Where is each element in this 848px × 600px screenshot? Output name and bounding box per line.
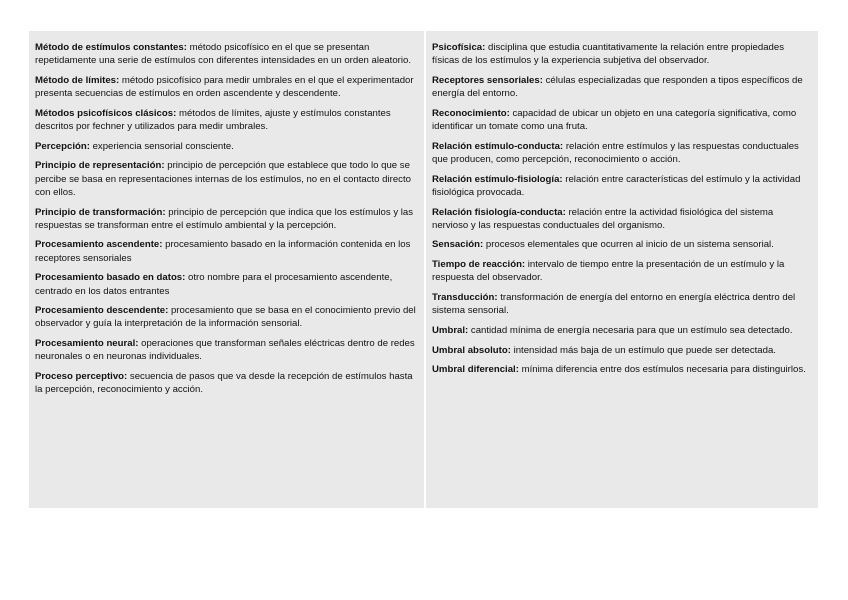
glossary-definition: procesamiento basado en la información contenida en los receptores sensoriales xyxy=(35,239,411,264)
glossary-term: Umbral diferencial: xyxy=(432,364,519,376)
glossary-term: Procesamiento neural: xyxy=(35,338,139,350)
glossary-entry xyxy=(35,107,418,133)
glossary-definition: capacidad de ubicar un objeto en una categoría significativa, como identificar un tomate como una fruta. xyxy=(432,107,797,133)
glossary-entry xyxy=(432,363,812,376)
glossary-term: Relación estímulo-fisiología: xyxy=(432,173,563,185)
glossary-entry xyxy=(35,304,418,330)
glossary-entry xyxy=(35,41,418,67)
glossary-definition: procesamiento que se basa en el conocimiento previo del observador y guía la interpretación de la información sensorial. xyxy=(35,305,416,330)
glossary-definition: secuencia de pasos que va desde la recepción de estímulos hasta la percepción, reconocimiento y acción. xyxy=(35,371,413,396)
glossary-entry xyxy=(35,140,418,153)
glossary-definition: intensidad más baja de un estímulo que puede ser detectada. xyxy=(513,344,776,356)
glossary-entry xyxy=(432,238,812,251)
glossary-term: Umbral absoluto: xyxy=(432,344,511,356)
glossary-term: Procesamiento ascendente: xyxy=(35,239,163,251)
glossary-definition: mínima diferencia entre dos estímulos necesaria para distinguirlos. xyxy=(521,364,806,376)
glossary-term: Sensación: xyxy=(432,239,484,251)
glossary-entry xyxy=(432,140,812,166)
glossary-left-column xyxy=(29,31,424,508)
glossary-term: Proceso perceptivo: xyxy=(35,371,128,383)
glossary-definition: operaciones que transforman señales eléctricas dentro de redes neuronales o en neuronas individuales. xyxy=(35,338,415,363)
glossary-definition: cantidad mínima de energía necesaria para que un estímulo sea detectado. xyxy=(470,324,793,336)
glossary-term: Procesamiento descendente: xyxy=(35,305,169,317)
glossary-definition: otro nombre para el procesamiento ascendente, centrado en los datos entrantes xyxy=(35,272,393,297)
glossary-entry xyxy=(35,238,418,264)
glossary-definition: método psicofísico en el que se presentan repetidamente una serie de estímulos con diferentes intensidades en un orden aleatorio. xyxy=(35,42,411,67)
glossary-definition: métodos de límites, ajuste y estímulos constantes descritos por fechner y utilizados para medir umbrales. xyxy=(35,107,391,133)
glossary-entry xyxy=(35,370,418,396)
glossary-entry xyxy=(432,344,812,357)
glossary-term: Psicofísica: xyxy=(432,42,486,53)
glossary-definition: experiencia sensorial consciente. xyxy=(92,140,234,152)
glossary-entry xyxy=(35,337,418,363)
glossary-term: Relación estímulo-conducta: xyxy=(432,140,564,152)
glossary-definition: principio de percepción que establece que todo lo que se percibe se basa en representaciones internas de los estímulos, no en el contacto directo con ellos. xyxy=(35,160,411,198)
glossary-term: Métodos psicofísicos clásicos: xyxy=(35,107,177,119)
glossary-definition: disciplina que estudia cuantitativamente la relación entre propiedades físicas de los estímulos y la experiencia subjetiva del observador. xyxy=(432,42,784,67)
glossary-term: Tiempo de reacción: xyxy=(432,259,526,271)
glossary-entry xyxy=(35,74,418,100)
glossary-entry xyxy=(432,206,812,232)
glossary-entry xyxy=(432,324,812,337)
glossary-term: Receptores sensoriales: xyxy=(432,74,543,86)
glossary-term: Método de estímulos constantes: xyxy=(35,42,187,53)
glossary-term: Percepción: xyxy=(35,140,90,152)
glossary-term: Principio de representación: xyxy=(35,160,165,172)
glossary-entry xyxy=(432,41,812,67)
glossary-entry xyxy=(432,74,812,100)
glossary-definition: células especializadas que responden a tipos específicos de energía del entorno. xyxy=(432,74,803,100)
glossary-entry xyxy=(432,107,812,133)
glossary-term: Transducción: xyxy=(432,292,498,304)
glossary-definition: transformación de energía del entorno en energía eléctrica dentro del sistema sensorial. xyxy=(432,292,796,317)
glossary-table xyxy=(29,31,818,508)
glossary-entry xyxy=(432,291,812,317)
glossary-term: Método de límites: xyxy=(35,74,120,86)
glossary-definition: relación entre la actividad fisiológica del sistema nervioso y las respuestas conductuales del organismo. xyxy=(432,206,774,231)
glossary-entry xyxy=(35,206,418,232)
glossary-entry xyxy=(432,258,812,284)
glossary-definition: relación entre estímulos y las respuestas conductuales que producen, como percepción, reconocimiento o acción. xyxy=(432,140,799,165)
glossary-entry xyxy=(432,173,812,199)
glossary-term: Principio de transformación: xyxy=(35,206,166,218)
glossary-entry xyxy=(35,271,418,297)
glossary-definition: método psicofísico para medir umbrales en el que el experimentador presenta secuencias de estímulos en orden ascendente y descendente. xyxy=(35,74,414,100)
glossary-term: Umbral: xyxy=(432,324,469,336)
glossary-definition: principio de percepción que indica que los estímulos y las respuestas se transforman entre el estímulo ambiental y la percepción. xyxy=(35,206,414,231)
glossary-term: Relación fisiología-conducta: xyxy=(432,206,566,218)
glossary-definition: intervalo de tiempo entre la presentación de un estímulo y la respuesta del observador. xyxy=(432,259,785,284)
glossary-entry xyxy=(35,159,418,199)
glossary-right-column xyxy=(426,31,818,508)
glossary-term: Reconocimiento: xyxy=(432,107,510,119)
glossary-definition: relación entre características del estímulo y la actividad fisiológica provocada. xyxy=(432,173,801,198)
glossary-term: Procesamiento basado en datos: xyxy=(35,272,186,284)
glossary-definition: procesos elementales que ocurren al inicio de un sistema sensorial. xyxy=(485,239,774,251)
